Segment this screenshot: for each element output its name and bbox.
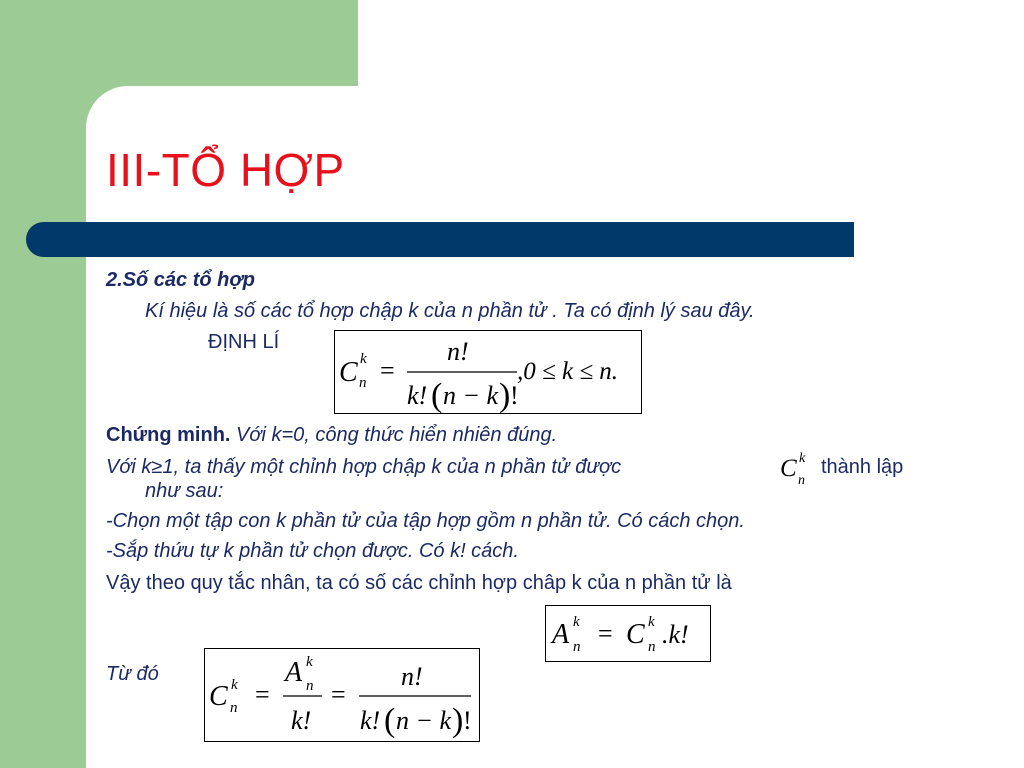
result-equals-2: = bbox=[331, 680, 346, 709]
arrangement-formula-box bbox=[545, 605, 711, 662]
result-frac2-num: n! bbox=[401, 662, 423, 691]
arrangement-rhs-sub: n bbox=[648, 639, 656, 655]
theorem-lhs-sup: k bbox=[360, 351, 367, 367]
theorem-den-bang: ! bbox=[510, 381, 519, 410]
result-formula bbox=[205, 649, 479, 741]
arrangement-rhs-symbol: C bbox=[626, 619, 645, 650]
conclusion-text: Vậy theo quy tắc nhân, ta có số các chỉnh hợp châp k của n phần tử là bbox=[106, 572, 732, 594]
result-frac1-num-symbol: A bbox=[285, 657, 303, 688]
result-frac1-num-sub: n bbox=[306, 678, 314, 694]
proof-line-2-tail: thành lập bbox=[821, 456, 904, 478]
result-frac2-rparen: ) bbox=[452, 702, 464, 739]
arrangement-lhs-symbol: A bbox=[552, 619, 570, 650]
theorem-equals: = bbox=[380, 356, 395, 385]
inline-symbol-sup: k bbox=[799, 451, 806, 466]
arrangement-rhs-sup: k bbox=[648, 614, 655, 630]
step-1-text: -Chọn một tập con k phần tử của tập hợp gồm n phần tử. Có cách chọn. bbox=[106, 510, 745, 532]
result-frac2-lparen: ( bbox=[384, 702, 396, 739]
proof-line-2: Với k≥1, ta thấy một chỉnh hợp chập k của n phần tử được bbox=[106, 456, 622, 478]
from-that-label: Từ đó bbox=[106, 663, 159, 685]
inline-symbol-c: C bbox=[780, 455, 797, 482]
inline-symbol-sub: n bbox=[798, 473, 805, 488]
proof-line-1 bbox=[106, 423, 557, 447]
theorem-formula bbox=[335, 331, 641, 413]
slide-title: III-TỔ HỢP bbox=[106, 144, 345, 196]
arrangement-tail: .k! bbox=[662, 620, 689, 649]
result-lhs-symbol: C bbox=[209, 681, 228, 712]
result-frac1-den: k! bbox=[291, 706, 312, 735]
step-2-text: -Sắp thứu tự k phần tử chọn được. Có k! cách. bbox=[106, 540, 519, 562]
section-heading: 2.Số các tổ hợp bbox=[106, 269, 256, 291]
arrangement-equals: = bbox=[598, 619, 613, 648]
arrangement-formula bbox=[546, 606, 710, 661]
theorem-lhs-sub: n bbox=[359, 375, 367, 391]
theorem-numerator: n! bbox=[447, 337, 469, 366]
theorem-den-inner: n − k bbox=[443, 381, 499, 410]
result-frac2-inner: n − k bbox=[396, 706, 452, 735]
theorem-den-k: k! bbox=[407, 381, 428, 410]
proof-line-2-continued: như sau: bbox=[145, 480, 224, 502]
title-underline-bar bbox=[26, 222, 854, 257]
result-formula-box bbox=[204, 648, 480, 742]
arrangement-lhs-sub: n bbox=[573, 639, 581, 655]
arrangement-lhs-sup: k bbox=[573, 614, 580, 630]
inline-combination-formula bbox=[778, 448, 818, 490]
result-frac2-den-k: k! bbox=[360, 706, 381, 735]
result-equals-1: = bbox=[255, 680, 270, 709]
proof-text: Với k=0, công thức hiển nhiên đúng. bbox=[230, 424, 558, 446]
theorem-den-rparen: ) bbox=[499, 377, 511, 413]
theorem-den-lparen: ( bbox=[431, 377, 443, 413]
result-lhs-sup: k bbox=[231, 677, 238, 693]
result-lhs-sub: n bbox=[230, 700, 238, 716]
result-frac1-num-sup: k bbox=[306, 654, 313, 670]
intro-text: Kí hiệu là số các tổ hợp chập k của n phần tử . Ta có định lý sau đây. bbox=[145, 300, 755, 322]
theorem-condition: ,0 ≤ k ≤ n. bbox=[517, 358, 619, 385]
inline-combination-symbol bbox=[778, 448, 818, 490]
theorem-label: ĐỊNH LÍ bbox=[208, 331, 280, 353]
theorem-lhs-symbol: C bbox=[339, 357, 358, 388]
result-frac2-bang: ! bbox=[463, 706, 472, 735]
proof-label: Chứng minh. bbox=[106, 424, 231, 446]
theorem-formula-box bbox=[334, 330, 642, 414]
